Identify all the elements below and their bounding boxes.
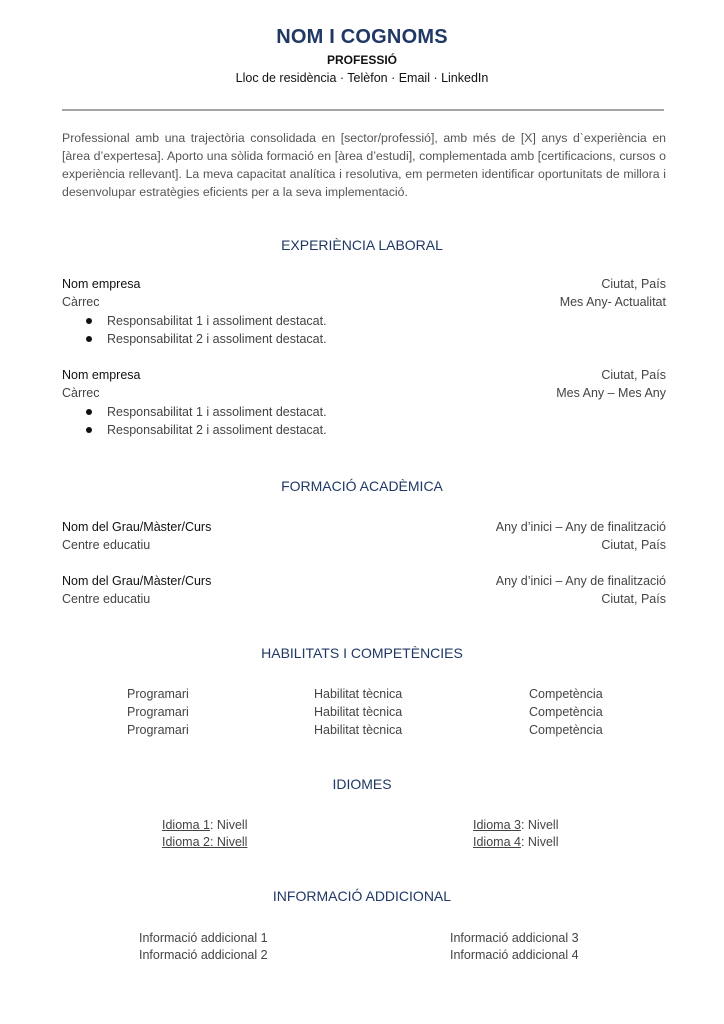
job-role: Càrrec bbox=[62, 295, 100, 309]
skill-software: Programari bbox=[127, 705, 189, 719]
job-header-row bbox=[62, 275, 666, 293]
job-role: Càrrec bbox=[62, 386, 100, 400]
language-level: Nivell bbox=[527, 835, 559, 849]
language-level: Nivell bbox=[527, 818, 559, 832]
header-divider bbox=[62, 109, 664, 111]
job-dates: Mes Any – Mes Any bbox=[556, 386, 666, 400]
job-header-row bbox=[62, 366, 666, 384]
profession: PROFESSIÓ bbox=[326, 53, 397, 67]
job-bullet-text: Responsabilitat 2 i assoliment destacat. bbox=[107, 423, 327, 437]
additional-info-item: Informació addicional 4 bbox=[450, 948, 579, 962]
bullet-icon bbox=[86, 409, 92, 415]
additional-info-heading: INFORMACIÓ ADDICIONAL bbox=[272, 888, 452, 904]
skill-competency: Competència bbox=[529, 723, 603, 737]
education-header-row bbox=[62, 572, 666, 590]
job-company: Nom empresa bbox=[62, 277, 141, 291]
bullet-icon bbox=[86, 336, 92, 342]
experience-heading: EXPERIÈNCIA LABORAL bbox=[281, 237, 443, 253]
skill-software: Programari bbox=[127, 687, 189, 701]
bullet-icon bbox=[86, 427, 92, 433]
skills-heading: HABILITATS I COMPETÈNCIES bbox=[261, 645, 463, 661]
job-dates: Mes Any- Actualitat bbox=[559, 295, 666, 309]
candidate-name: NOM I COGNOMS bbox=[276, 26, 448, 48]
education-dates: Any d’inici – Any de finalització bbox=[495, 574, 666, 588]
language-name: Idioma 3 bbox=[473, 818, 521, 832]
job-bullet-text: Responsabilitat 1 i assoliment destacat. bbox=[107, 405, 327, 419]
education-dates: Any d’inici – Any de finalització bbox=[495, 520, 666, 534]
degree-name: Nom del Grau/Màster/Curs bbox=[62, 520, 212, 534]
language-name: Idioma 4 bbox=[473, 835, 521, 849]
skill-technical: Habilitat tècnica bbox=[314, 705, 403, 719]
language-name: Idioma 1 bbox=[162, 818, 210, 832]
language-level: Nivell bbox=[216, 818, 248, 832]
school-location: Ciutat, País bbox=[601, 538, 666, 552]
job-role-row bbox=[62, 384, 666, 402]
skill-technical: Habilitat tècnica bbox=[314, 723, 403, 737]
language-item: Idioma 3: Nivell bbox=[473, 818, 559, 832]
bullet-icon bbox=[86, 318, 92, 324]
school-name: Centre educatiu bbox=[62, 538, 151, 552]
education-heading: FORMACIÓ ACADÈMICA bbox=[281, 478, 443, 494]
language-item bbox=[162, 833, 247, 851]
additional-info-item: Informació addicional 3 bbox=[450, 931, 579, 945]
additional-info-item: Informació addicional 1 bbox=[139, 931, 268, 945]
contact-line: Lloc de residència · Telèfon · Email · LinkedIn bbox=[235, 71, 489, 85]
languages-heading: IDIOMES bbox=[332, 776, 392, 792]
education-header-row bbox=[62, 518, 666, 536]
skill-competency: Competència bbox=[529, 687, 603, 701]
language-name: Idioma 2: Nivell bbox=[162, 835, 248, 849]
additional-info-item: Informació addicional 2 bbox=[139, 948, 268, 962]
degree-name: Nom del Grau/Màster/Curs bbox=[62, 574, 212, 588]
skill-technical: Habilitat tècnica bbox=[314, 687, 403, 701]
skill-competency: Competència bbox=[529, 705, 603, 719]
job-bullet-text: Responsabilitat 2 i assoliment destacat. bbox=[107, 332, 327, 346]
language-item: Idioma 4: Nivell bbox=[473, 835, 559, 849]
skill-software: Programari bbox=[127, 723, 189, 737]
job-bullet-text: Responsabilitat 1 i assoliment destacat. bbox=[107, 314, 327, 328]
education-school-row bbox=[62, 590, 666, 608]
language-item: Idioma 1: Nivell bbox=[162, 818, 248, 832]
job-location: Ciutat, País bbox=[601, 368, 666, 382]
job-location: Ciutat, País bbox=[601, 277, 666, 291]
school-name: Centre educatiu bbox=[62, 592, 151, 606]
professional-summary: Professional amb una trajectòria consolidada en [sector/professió], amb més de [X] anys d`experiència en [àrea d’expertesa]. Aporto una sòlida formació en [àrea d’estudi], complementada amb [certificacions, cursos o experiència rellevant]. La meva capacitat analítica i resolutiva, em permeten identificar oportunitats de millora i desenvolupar estratègies eficients per a la seva implementació. bbox=[62, 131, 666, 199]
job-role-row bbox=[62, 293, 666, 311]
school-location: Ciutat, País bbox=[601, 592, 666, 606]
education-school-row bbox=[62, 536, 666, 554]
job-company: Nom empresa bbox=[62, 368, 141, 382]
